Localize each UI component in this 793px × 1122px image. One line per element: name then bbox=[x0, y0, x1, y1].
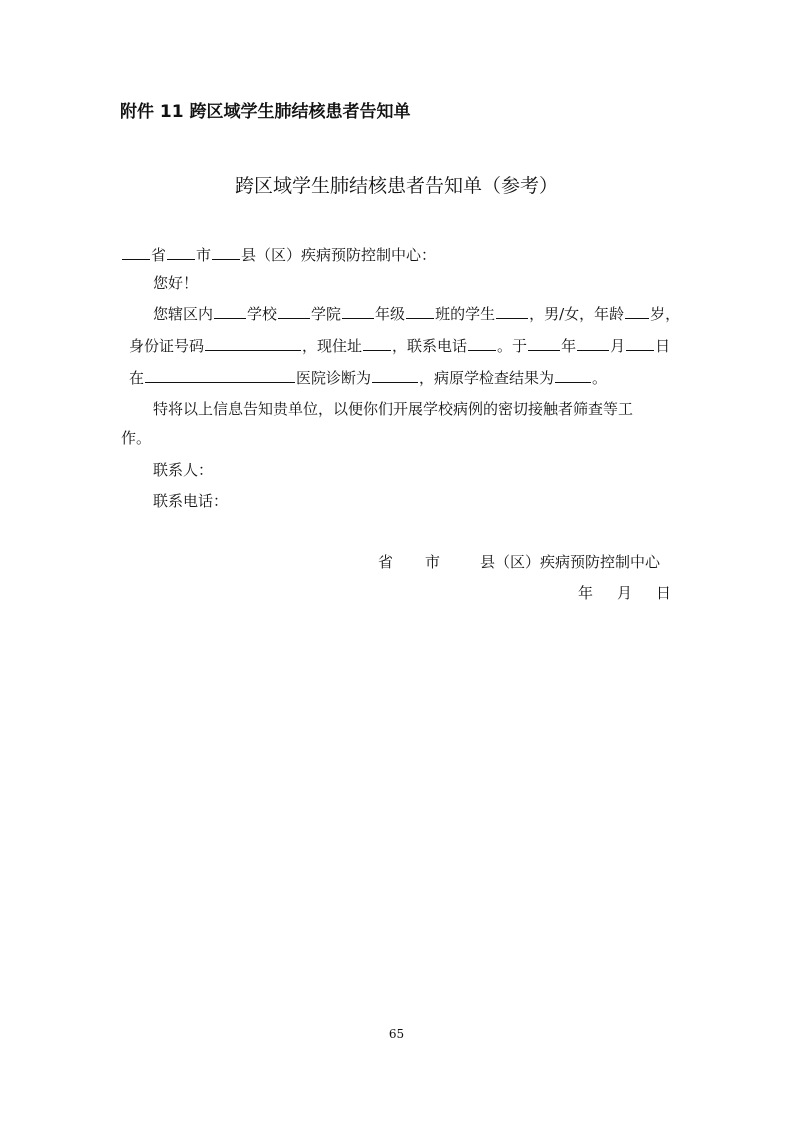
year-blank[interactable] bbox=[528, 335, 560, 351]
age-unit-label: 岁， bbox=[650, 305, 681, 323]
phone-blank[interactable] bbox=[468, 335, 496, 351]
address-line bbox=[121, 244, 436, 265]
province-blank[interactable] bbox=[122, 244, 150, 260]
signature-city: 市 bbox=[425, 553, 441, 571]
page-heading: 附件 11 跨区域学生肺结核患者告知单 bbox=[120, 102, 411, 122]
at-label: 在 bbox=[129, 369, 145, 387]
date-prefix-label: 。于 bbox=[497, 337, 528, 355]
phone-label: ，联系电话 bbox=[392, 337, 468, 355]
body-line-1 bbox=[153, 303, 680, 324]
signature-province: 省 bbox=[378, 553, 394, 571]
class-student-label: 班的学生 bbox=[435, 305, 496, 323]
signature-day: 日 bbox=[656, 584, 672, 602]
notice-line-1: 特将以上信息告知贵单位，以便你们开展学校病例的密切接触者筛查等工 bbox=[153, 400, 634, 418]
residence-blank[interactable] bbox=[363, 335, 391, 351]
body-line-3 bbox=[129, 367, 607, 388]
signature-county-center: 县（区）疾病预防控制中心 bbox=[480, 553, 661, 571]
id-number-label: 身份证号码 bbox=[129, 337, 205, 355]
jurisdiction-label: 您辖区内 bbox=[153, 305, 214, 323]
contact-phone-label: 联系电话： bbox=[153, 492, 229, 510]
result-blank[interactable] bbox=[555, 367, 591, 383]
year-label: 年 bbox=[561, 337, 577, 355]
city-label: 市 bbox=[196, 246, 212, 264]
age-blank[interactable] bbox=[625, 303, 649, 319]
school-blank[interactable] bbox=[214, 303, 246, 319]
page-number: 65 bbox=[388, 1027, 405, 1041]
month-label: 月 bbox=[610, 337, 626, 355]
form-title: 跨区域学生肺结核患者告知单（参考） bbox=[234, 175, 558, 197]
contact-person-label: 联系人： bbox=[153, 461, 214, 479]
line-end: 。 bbox=[592, 369, 608, 387]
county-blank[interactable] bbox=[212, 244, 240, 260]
school-label: 学校 bbox=[247, 305, 278, 323]
hospital-diagnosis-label: 医院诊断为 bbox=[296, 369, 372, 387]
province-label: 省 bbox=[151, 246, 167, 264]
diagnosis-blank[interactable] bbox=[372, 367, 418, 383]
greeting: 您好！ bbox=[153, 274, 199, 292]
signature-date-line bbox=[578, 583, 671, 603]
college-blank[interactable] bbox=[278, 303, 310, 319]
signature-month: 月 bbox=[617, 584, 633, 602]
county-center-label: 县（区）疾病预防控制中心： bbox=[241, 246, 437, 264]
class-blank[interactable] bbox=[406, 303, 434, 319]
month-blank[interactable] bbox=[577, 335, 609, 351]
grade-label: 年级 bbox=[375, 305, 406, 323]
signature-line bbox=[378, 552, 660, 572]
grade-blank[interactable] bbox=[342, 303, 374, 319]
body-line-2 bbox=[129, 335, 670, 356]
student-name-blank[interactable] bbox=[496, 303, 528, 319]
gender-age-label: ，男/女，年龄 bbox=[529, 305, 625, 323]
hospital-blank[interactable] bbox=[145, 367, 295, 383]
notice-line-2: 作。 bbox=[121, 429, 152, 447]
day-label: 日 bbox=[655, 337, 671, 355]
signature-year: 年 bbox=[578, 584, 594, 602]
college-label: 学院 bbox=[311, 305, 342, 323]
address-label: ，现住址 bbox=[302, 337, 363, 355]
city-blank[interactable] bbox=[167, 244, 195, 260]
day-blank[interactable] bbox=[626, 335, 654, 351]
pathogen-result-label: ，病原学检查结果为 bbox=[419, 369, 555, 387]
id-number-blank[interactable] bbox=[205, 335, 301, 351]
